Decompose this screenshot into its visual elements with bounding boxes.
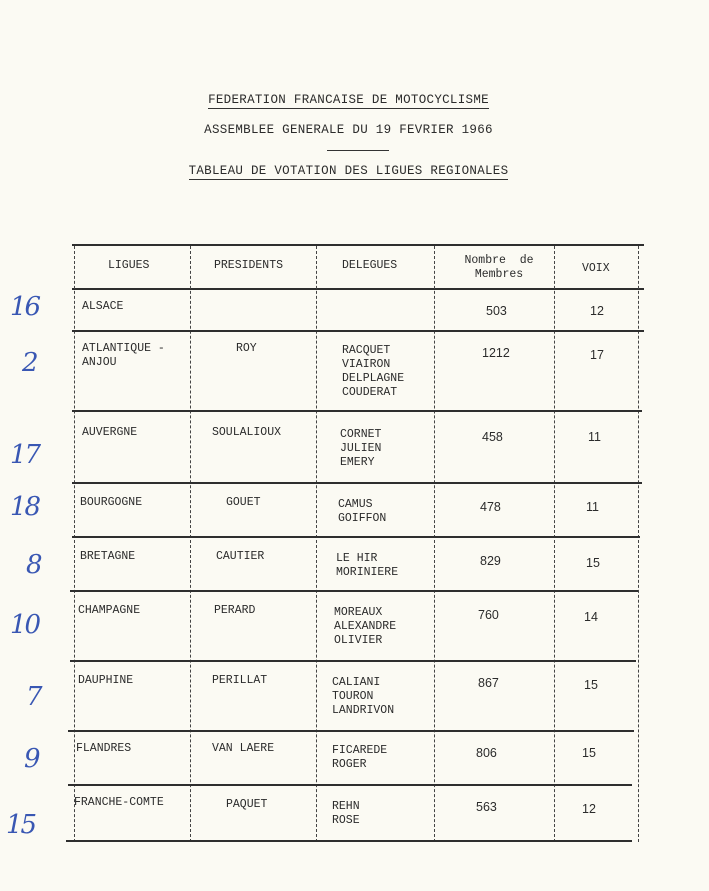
row-atlantique-president: ROY [236, 342, 257, 355]
handwritten-number: 10 [10, 610, 40, 640]
handwritten-number: 7 [26, 682, 41, 712]
handwritten-number: 8 [26, 550, 41, 580]
row-rule [70, 660, 636, 662]
col-header-membres: Nombre de Membres [464, 254, 534, 281]
row-flandres-ligue: FLANDRES [76, 742, 132, 755]
header-bottom-rule [72, 288, 644, 290]
row-alsace-voix: 12 [590, 304, 604, 318]
col-sep-ligue [190, 246, 192, 842]
row-atlantique-ligue: ATLANTIQUE - ANJOU [82, 342, 165, 369]
row-atlantique-delegues: RACQUET VIAIRON DELPLAGNE COUDERAT [342, 344, 405, 399]
row-champagne-ligue: CHAMPAGNE [78, 604, 141, 617]
row-champagne-president: PERARD [214, 604, 256, 617]
row-rule [72, 330, 644, 332]
handwritten-number: 16 [10, 292, 40, 322]
row-atlantique-membres: 1212 [482, 346, 510, 360]
row-bourgogne-voix: 11 [586, 500, 599, 514]
federation-title: FEDERATION FRANCAISE DE MOTOCYCLISME [208, 93, 489, 107]
table-title: TABLEAU DE VOTATION DES LIGUES REGIONALES [188, 164, 509, 178]
row-dauphine-president: PERILLAT [212, 674, 268, 687]
handwritten-number: 9 [24, 744, 39, 774]
row-rule [68, 784, 632, 786]
col-header-presidents: PRESIDENTS [214, 259, 284, 272]
row-flandres-president: VAN LAERE [212, 742, 275, 755]
row-dauphine-membres: 867 [478, 676, 499, 690]
row-dauphine-ligue: DAUPHINE [78, 674, 134, 687]
row-franche-comte-president: PAQUET [226, 798, 268, 811]
table-bottom-rule [66, 840, 632, 842]
col-sep-delegues [434, 246, 436, 842]
row-dauphine-voix: 15 [584, 678, 598, 692]
row-franche-comte-membres: 563 [476, 800, 497, 814]
row-bretagne-membres: 829 [480, 554, 501, 568]
col-header-ligues: LIGUES [108, 259, 150, 272]
row-rule [72, 536, 640, 538]
row-champagne-delegues: MOREAUX ALEXANDRE OLIVIER [334, 606, 397, 647]
row-dauphine-delegues: CALIANI TOURON LANDRIVON [332, 676, 395, 717]
row-alsace-membres: 503 [486, 304, 507, 318]
handwritten-number: 17 [10, 440, 40, 470]
row-franche-comte-ligue: FRANCHE-COMTE [74, 796, 164, 809]
row-rule [72, 482, 642, 484]
row-rule [72, 410, 642, 412]
col-header-delegues: DELEGUES [342, 259, 398, 272]
col-sep-president [316, 246, 318, 842]
col-header-voix: VOIX [582, 262, 610, 275]
row-flandres-voix: 15 [582, 746, 596, 760]
row-bourgogne-delegues: CAMUS GOIFFON [338, 498, 387, 525]
row-auvergne-membres: 458 [482, 430, 503, 444]
row-auvergne-delegues: CORNET JULIEN EMERY [340, 428, 382, 469]
row-atlantique-voix: 17 [590, 348, 604, 362]
row-bretagne-president: CAUTIER [216, 550, 265, 563]
row-alsace-ligue: ALSACE [82, 300, 124, 313]
handwritten-number: 15 [6, 810, 36, 840]
row-champagne-voix: 14 [584, 610, 598, 624]
row-flandres-delegues: FICAREDE ROGER [332, 744, 388, 771]
row-rule [70, 590, 638, 592]
handwritten-number: 18 [10, 492, 40, 522]
row-franche-comte-delegues: REHN ROSE [332, 800, 360, 827]
handwritten-number: 2 [22, 348, 37, 378]
row-franche-comte-voix: 12 [582, 802, 596, 816]
assembly-title: ASSEMBLEE GENERALE DU 19 FEVRIER 1966 [204, 123, 493, 137]
row-champagne-membres: 760 [478, 608, 499, 622]
col-sep-membres [554, 246, 556, 842]
row-flandres-membres: 806 [476, 746, 497, 760]
row-auvergne-president: SOULALIOUX [212, 426, 282, 439]
row-bretagne-voix: 15 [586, 556, 600, 570]
row-auvergne-voix: 11 [588, 430, 601, 444]
col-sep-right [638, 246, 640, 842]
table-top-rule [72, 244, 644, 246]
row-auvergne-ligue: AUVERGNE [82, 426, 138, 439]
row-bourgogne-ligue: BOURGOGNE [80, 496, 143, 509]
row-bretagne-delegues: LE HIR MORINIERE [336, 552, 399, 579]
row-bourgogne-membres: 478 [480, 500, 501, 514]
row-bretagne-ligue: BRETAGNE [80, 550, 136, 563]
row-rule [68, 730, 634, 732]
separator-rule [327, 150, 389, 151]
row-bourgogne-president: GOUET [226, 496, 261, 509]
